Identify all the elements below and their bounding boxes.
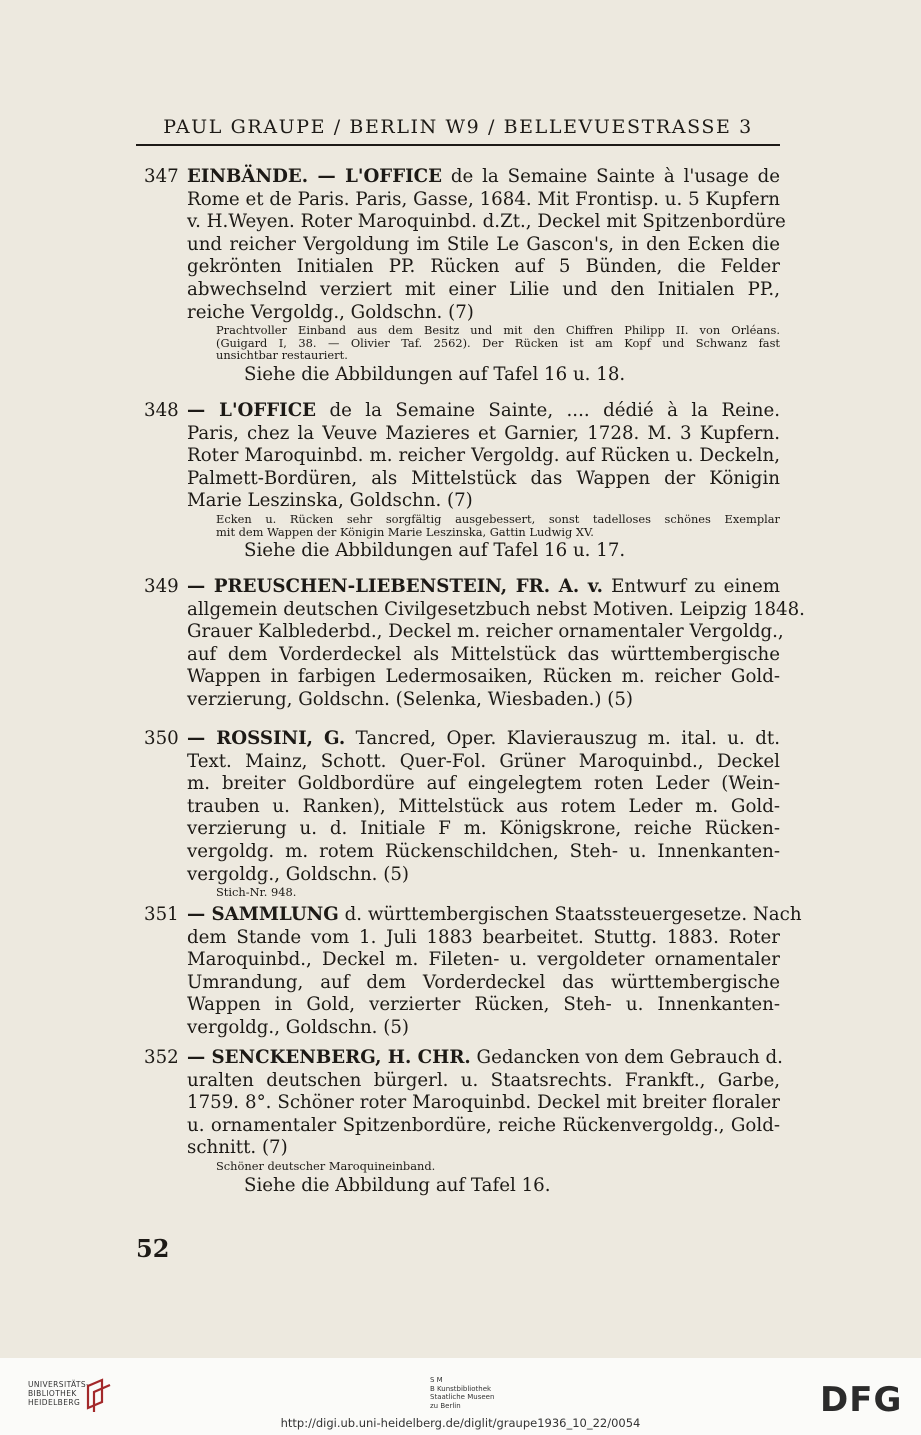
entry-line bbox=[144, 1017, 780, 1040]
university-emblem-icon bbox=[82, 1378, 116, 1414]
entry-text: trauben u. Ranken), Mittelstück aus rotem Leder m. Gold- bbox=[187, 795, 780, 817]
entry-line bbox=[144, 234, 780, 257]
entry-heading: — PREUSCHEN-LIEBENSTEIN, FR. A. v. bbox=[187, 576, 603, 597]
entry-text: verzierung, Goldschn. (Selenka, Wiesbaden.) (5) bbox=[187, 688, 634, 710]
entry-text: v. H.Weyen. Roter Maroquinbd. d.Zt., Deckel mit Spitzenbordüre bbox=[187, 211, 786, 233]
entry-number: 347 bbox=[144, 166, 179, 187]
entry-line bbox=[144, 949, 780, 972]
entry-line bbox=[144, 927, 780, 950]
entry-line bbox=[144, 994, 780, 1017]
entry-text: Umrandung, auf dem Vorderdeckel das württembergische bbox=[187, 971, 780, 993]
museum-logo-line: Staatliche Museen bbox=[430, 1393, 495, 1402]
entry-text: abwechselnd verziert mit einer Lilie und den Initialen PP., bbox=[187, 278, 780, 300]
plate-reference: Siehe die Abbildungen auf Tafel 16 u. 17. bbox=[244, 540, 626, 562]
page-number: 52 bbox=[136, 1234, 170, 1263]
entry-line bbox=[144, 211, 786, 234]
university-logo-line: HEIDELBERG bbox=[28, 1398, 81, 1407]
entry-line bbox=[144, 166, 780, 189]
entry-note: unsichtbar restauriert. bbox=[216, 348, 348, 363]
entry-note: mit dem Wappen der Königin Marie Leszinska, Gattin Ludwig XV. bbox=[216, 524, 594, 539]
entry-text: Text. Mainz, Schott. Quer-Fol. Grüner Maroquinbd., Deckel bbox=[187, 750, 780, 772]
entry-text: Marie Leszinska, Goldschn. (7) bbox=[187, 490, 473, 512]
entry-line bbox=[144, 728, 780, 751]
entry-line bbox=[144, 1137, 780, 1160]
dfg-logo[interactable]: DFG bbox=[820, 1380, 903, 1420]
entry-line bbox=[144, 751, 780, 774]
catalog-entry bbox=[144, 904, 802, 1040]
entry-line bbox=[144, 468, 780, 491]
entry-line bbox=[144, 400, 780, 423]
entry-text: Palmett-Bordüren, als Mittelstück das Wappen der Königin bbox=[187, 467, 780, 489]
entry-text: Paris, chez la Veuve Mazieres et Garnier, 1728. M. 3 Kupfern. bbox=[187, 422, 780, 444]
entry-line bbox=[144, 490, 780, 513]
entry-line bbox=[144, 864, 780, 887]
entry-line bbox=[144, 621, 784, 644]
entry-text: m. breiter Goldbordüre auf eingelegtem roten Leder (Wein- bbox=[187, 773, 780, 795]
entry-text: 1759. 8°. Schöner roter Maroquinbd. Deckel mit breiter floraler bbox=[187, 1092, 780, 1114]
entry-text: Maroquinbd., Deckel m. Fileten- u. vergoldeter ornamentaler bbox=[187, 949, 780, 971]
entry-text: gekrönten Initialen PP. Rücken auf 5 Bünden, die Felder bbox=[187, 256, 780, 278]
entry-text: u. ornamentaler Spitzenbordüre, reiche Rückenvergoldg., Gold- bbox=[187, 1114, 780, 1136]
museum-logo-line: zu Berlin bbox=[430, 1401, 461, 1410]
catalog-entry bbox=[144, 1047, 783, 1197]
entry-number: 351 bbox=[144, 904, 179, 925]
entry-line bbox=[144, 972, 780, 995]
entry-text: d. württembergischen Staatssteuergesetze. Nach bbox=[338, 904, 802, 925]
entry-text: Wappen in farbigen Ledermosaiken, Rücken m. reicher Gold- bbox=[187, 666, 780, 688]
entry-text: vergoldg., Goldschn. (5) bbox=[187, 1016, 409, 1038]
entry-text: vergoldg., Goldschn. (5) bbox=[187, 863, 409, 885]
entry-text: de la Semaine Sainte à l'usage de bbox=[441, 166, 780, 187]
entry-text: verzierung u. d. Initiale F m. Königskrone, reiche Rücken- bbox=[187, 818, 780, 840]
catalog-entry bbox=[144, 728, 780, 899]
entry-note: Prachtvoller Einband aus dem Besitz und mit den Chiffren Philipp II. von Orléans. bbox=[216, 323, 780, 338]
entry-line bbox=[144, 796, 780, 819]
catalog-entry bbox=[144, 576, 805, 712]
entry-heading: — L'OFFICE bbox=[187, 400, 317, 421]
entry-line bbox=[144, 189, 780, 212]
museum-logo-line: B Kunstbibliothek bbox=[430, 1384, 492, 1393]
entry-text: Roter Maroquinbd. m. reicher Vergoldg. auf Rücken u. Deckeln, bbox=[187, 445, 780, 467]
entry-number: 348 bbox=[144, 400, 179, 421]
entry-line bbox=[144, 841, 780, 864]
entry-line bbox=[144, 689, 780, 712]
entry-text: allgemein deutschen Civilgesetzbuch nebst Motiven. Leipzig 1848. bbox=[187, 598, 805, 620]
entry-line bbox=[144, 773, 780, 796]
entry-note: Stich-Nr. 948. bbox=[216, 885, 297, 900]
entry-number: 352 bbox=[144, 1047, 179, 1068]
entry-heading: — SENCKENBERG, H. CHR. bbox=[187, 1047, 471, 1068]
entry-text: Rome et de Paris. Paris, Gasse, 1684. Mit Frontisp. u. 5 Kupfern bbox=[187, 188, 780, 210]
entry-note: Schöner deutscher Maroquineinband. bbox=[216, 1158, 436, 1173]
entry-heading: — SAMMLUNG bbox=[187, 904, 339, 925]
university-logo-line: BIBLIOTHEK bbox=[28, 1389, 77, 1398]
entry-line bbox=[144, 445, 780, 468]
entry-number: 350 bbox=[144, 728, 179, 749]
entry-text: de la Semaine Sainte, .... dédié à la Reine. bbox=[316, 400, 781, 421]
catalog-entry bbox=[144, 166, 786, 387]
page-header: PAUL GRAUPE / BERLIN W9 / BELLEVUESTRASSE 3 bbox=[163, 116, 753, 138]
entry-text: Wappen in Gold, verzierter Rücken, Steh- u. Innenkanten- bbox=[187, 994, 780, 1016]
entry-text: uralten deutschen bürgerl. u. Staatsrechts. Frankft., Garbe, bbox=[187, 1069, 780, 1091]
entry-line bbox=[144, 598, 805, 622]
entry-text: und reicher Vergoldung im Stile Le Gascon's, in den Ecken die bbox=[187, 233, 780, 255]
entry-note: Ecken u. Rücken sehr sorgfältig ausgebessert, sonst tadelloses schönes Exemplar bbox=[216, 511, 780, 526]
entry-line bbox=[144, 1047, 783, 1070]
header-rule bbox=[136, 144, 780, 146]
entry-text: Gedancken von dem Gebrauch d. bbox=[470, 1047, 783, 1068]
entry-text: reiche Vergoldg., Goldschn. (7) bbox=[187, 301, 474, 323]
plate-reference: Siehe die Abbildungen auf Tafel 16 u. 18. bbox=[244, 363, 626, 385]
entry-text: schnitt. (7) bbox=[187, 1137, 288, 1159]
entry-line bbox=[144, 666, 780, 689]
entry-line bbox=[144, 644, 780, 667]
entry-text: dem Stande vom 1. Juli 1883 bearbeitet. Stuttg. 1883. Roter bbox=[187, 926, 780, 948]
permalink-url[interactable]: http://digi.ub.uni-heidelberg.de/diglit/graupe1936_10_22/0054 bbox=[280, 1416, 641, 1430]
entry-line bbox=[144, 818, 780, 841]
entry-line bbox=[144, 279, 780, 302]
entry-line bbox=[144, 576, 780, 599]
entry-number: 349 bbox=[144, 576, 179, 597]
museum-logo[interactable] bbox=[430, 1376, 494, 1410]
entry-line bbox=[144, 423, 780, 446]
entry-text: Entwurf zu einem bbox=[602, 576, 780, 597]
entry-text: vergoldg. m. rotem Rückenschildchen, Steh- u. Innenkanten- bbox=[187, 840, 780, 862]
entry-line bbox=[144, 1115, 780, 1138]
entry-line bbox=[144, 904, 802, 927]
entry-heading: EINBÄNDE. — L'OFFICE bbox=[187, 166, 442, 187]
university-library-logo[interactable] bbox=[28, 1380, 89, 1407]
entry-heading: — ROSSINI, G. bbox=[187, 728, 346, 749]
entry-text: Grauer Kalblederbd., Deckel m. reicher ornamentaler Vergoldg., bbox=[187, 621, 784, 643]
plate-reference: Siehe die Abbildung auf Tafel 16. bbox=[244, 1174, 551, 1196]
entry-line bbox=[144, 1092, 780, 1115]
university-logo-line: UNIVERSITÄTS- bbox=[28, 1380, 90, 1389]
entry-line bbox=[144, 302, 780, 325]
entry-text: auf dem Vorderdeckel als Mittelstück das württembergische bbox=[187, 643, 780, 665]
entry-text: Tancred, Oper. Klavierauszug m. ital. u. dt. bbox=[345, 728, 780, 749]
entry-note: (Guigard I, 38. — Olivier Taf. 2562). Der Rücken ist am Kopf und Schwanz fast bbox=[216, 335, 780, 350]
entry-line bbox=[144, 256, 780, 279]
museum-logo-line: S M bbox=[430, 1376, 443, 1384]
entry-line bbox=[144, 1070, 780, 1093]
catalog-entry bbox=[144, 400, 780, 563]
